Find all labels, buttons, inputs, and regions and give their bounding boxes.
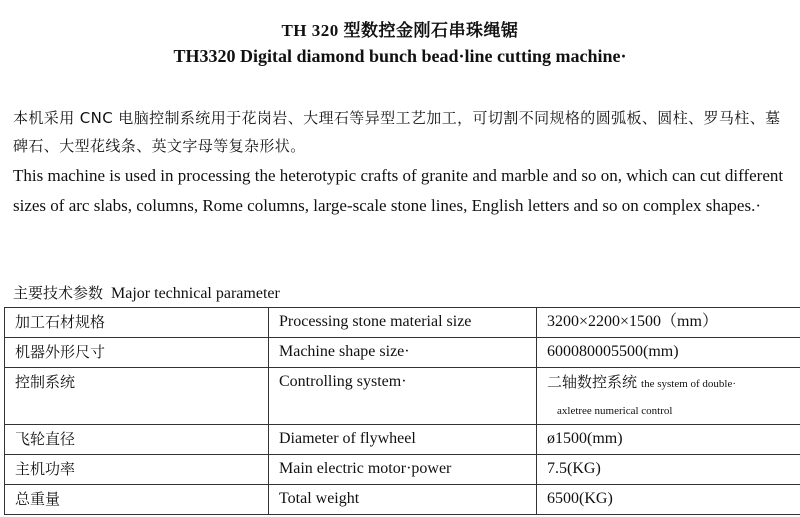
- section-title: [13, 282, 280, 303]
- table-row: [5, 368, 800, 425]
- table-row: [5, 485, 800, 515]
- table-row: [5, 455, 800, 485]
- description-chinese: 本机采用 CNC 电脑控制系统用于花岗岩、大理石等异型工艺加工，可切割不同规格的圆弧板、圆柱、罗马柱、墓碑石、大型花线条、英文字母等复杂形状。: [13, 109, 781, 155]
- param-name-cn: 主机功率: [5, 455, 269, 485]
- param-name-cn: 机器外形尺寸: [5, 338, 269, 368]
- param-value: 7.5(KG): [537, 455, 800, 485]
- param-name-en: Diameter of flywheel: [269, 425, 537, 455]
- title-english: TH3320 Digital diamond bunch bead·line cutting machine·: [173, 46, 627, 66]
- param-value-en-line1: the system of double·: [641, 378, 737, 390]
- param-name-en: Machine shape size·: [269, 338, 537, 368]
- section-title-chinese: 主要技术参数: [13, 284, 104, 302]
- param-value: 6500(KG): [537, 485, 800, 515]
- table-row: [5, 308, 800, 338]
- param-value-cn: 二轴数控系统: [547, 373, 638, 391]
- table-row: [5, 425, 800, 455]
- description-english: This machine is used in processing the heterotypic crafts of granite and marble and so on, which can cut different sizes of arc slabs, columns, Rome columns, large-scale stone lines, English letters and so on complex shapes.·: [13, 166, 784, 215]
- param-value: [537, 368, 800, 425]
- param-name-cn: 总重量: [5, 485, 269, 515]
- param-value: 3200×2200×1500（mm）: [537, 308, 800, 338]
- param-value: 600080005500(mm): [537, 338, 800, 368]
- param-name-en: Main electric motor·power: [269, 455, 537, 485]
- param-value: ø1500(mm): [537, 425, 800, 455]
- param-name-en: Controlling system·: [269, 368, 537, 425]
- title-chinese: TH 320 型数控金刚石串珠绳锯: [281, 21, 519, 40]
- table-row: [5, 338, 800, 368]
- parameter-table: [4, 307, 800, 515]
- param-name-cn: 加工石材规格: [5, 308, 269, 338]
- param-name-cn: 飞轮直径: [5, 425, 269, 455]
- param-name-en: Total weight: [269, 485, 537, 515]
- param-name-cn: 控制系统: [5, 368, 269, 425]
- section-title-english: Major technical parameter: [111, 285, 280, 302]
- param-name-en: Processing stone material size: [269, 308, 537, 338]
- param-value-en-line2: axletree numerical control: [557, 405, 673, 417]
